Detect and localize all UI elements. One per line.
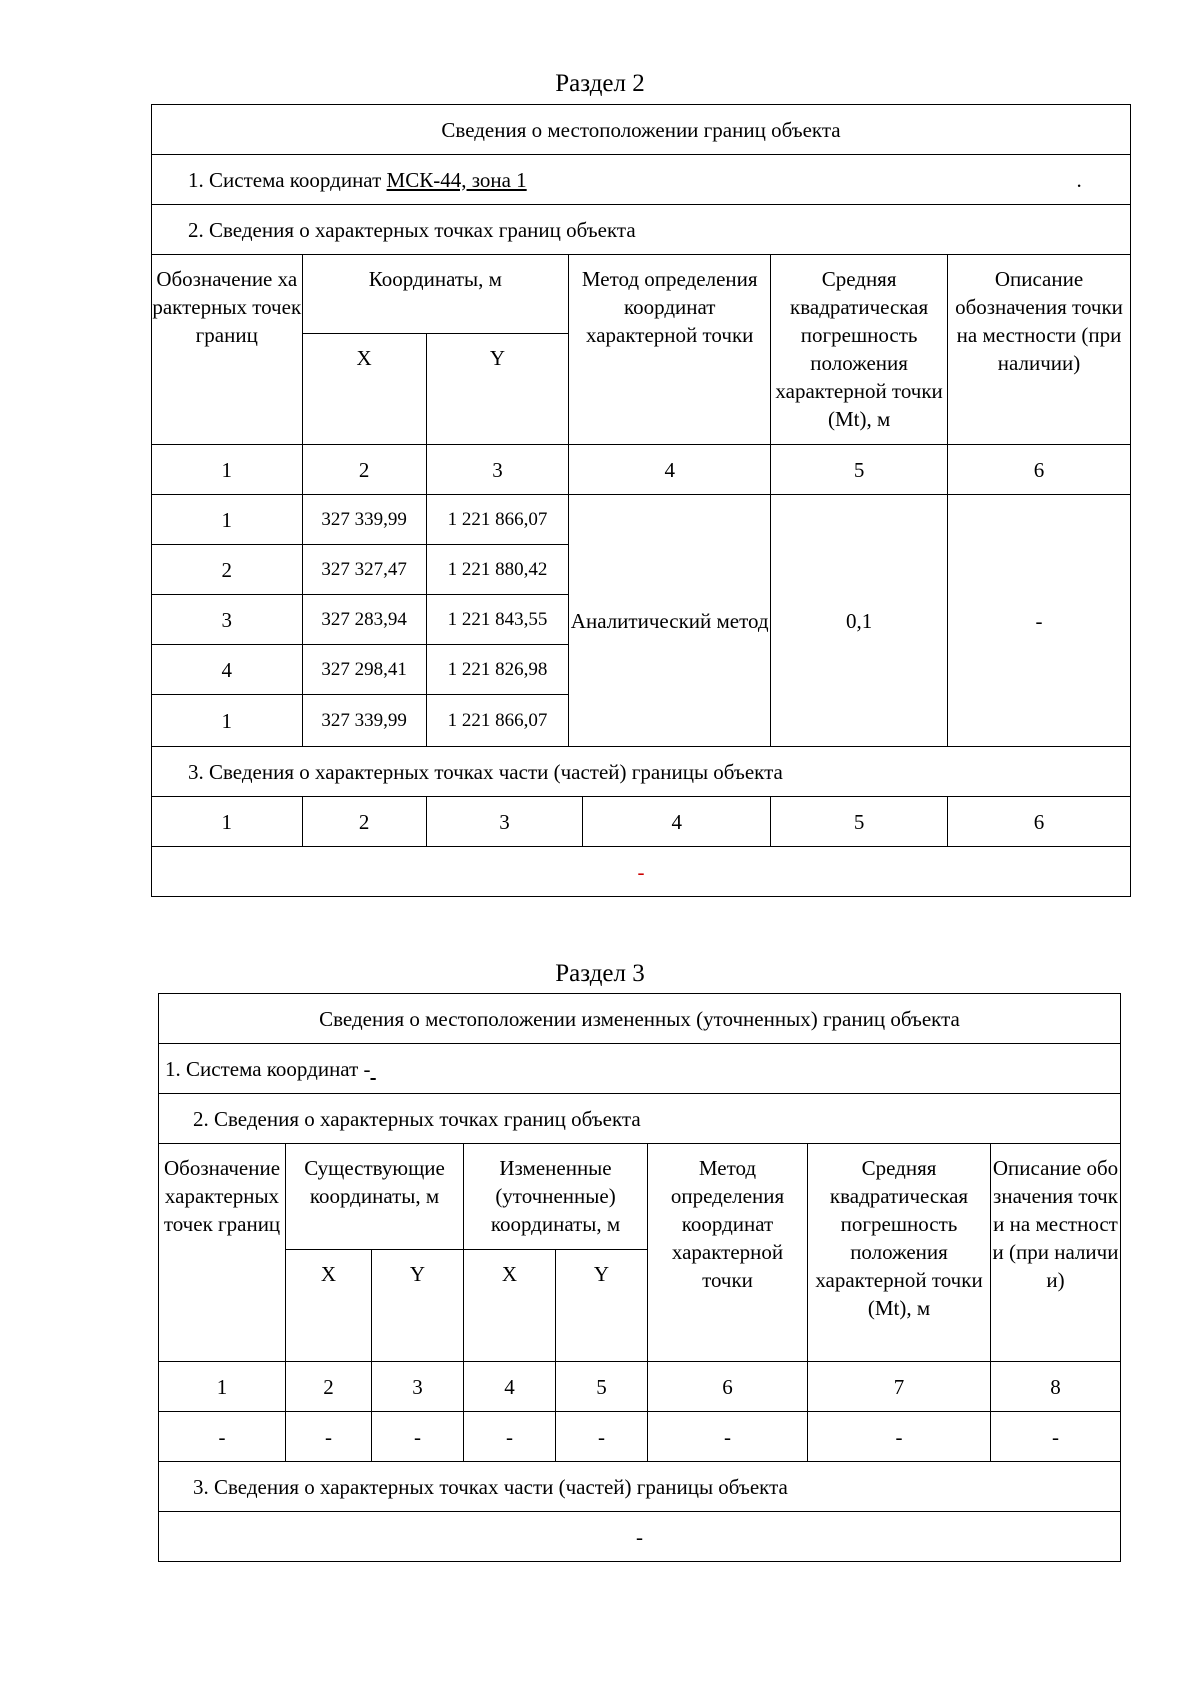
coord-system-end: . (1076, 167, 1082, 192)
point-y: 1 221 866,07 (426, 495, 568, 545)
point-x: 327 339,99 (302, 695, 426, 747)
header-y-changed: Y (556, 1250, 648, 1362)
header-description: Описание обозначения точки на местности (при наличии) (991, 1144, 1121, 1362)
col-number: 3 (426, 445, 568, 495)
section2-coord-system (152, 155, 1131, 205)
header-changed-coords: Измененные (уточненные) координаты, м (464, 1144, 648, 1250)
cell-value: - (372, 1412, 464, 1462)
section3-coord-system (159, 1044, 1121, 1094)
coord-system-value: МСК-44, зона 1 (386, 167, 527, 192)
header-error: Средняя квадратическая погрешность положения характерной точки (Mt), м (771, 255, 948, 445)
col-number: 2 (286, 1362, 372, 1412)
table-row (152, 495, 1131, 545)
header-x: X (302, 334, 426, 445)
section2-heading: Сведения о местоположении границ объекта (152, 105, 1131, 155)
parts-col-number: 3 (426, 797, 583, 847)
coord-system-label: 1. Система координат - (165, 1056, 371, 1081)
header-x-changed: X (464, 1250, 556, 1362)
section2-table (151, 104, 1131, 897)
cell-value: - (556, 1412, 648, 1462)
parts-col-number: 1 (152, 797, 303, 847)
point-number: 1 (152, 695, 303, 747)
section3-parts-heading: 3. Сведения о характерных точках части (частей) границы объекта (159, 1462, 1121, 1512)
coord-system-label: 1. Система координат (188, 167, 382, 192)
col-number: 1 (159, 1362, 286, 1412)
parts-col-number: 6 (948, 797, 1131, 847)
col-number: 6 (948, 445, 1131, 495)
point-x: 327 327,47 (302, 545, 426, 595)
point-y: 1 221 866,07 (426, 695, 568, 747)
parts-value: - (152, 847, 1131, 897)
point-number: 2 (152, 545, 303, 595)
section2-parts-heading: 3. Сведения о характерных точках части (частей) границы объекта (152, 747, 1131, 797)
col-number: 1 (152, 445, 303, 495)
cell-value: - (286, 1412, 372, 1462)
header-description: Описание обозначения точки на местности (при наличии) (948, 255, 1131, 445)
parts-col-number: 2 (302, 797, 426, 847)
header-y: Y (426, 334, 568, 445)
col-number: 6 (648, 1362, 808, 1412)
col-number: 4 (464, 1362, 556, 1412)
method-value: Аналитический метод (569, 495, 771, 747)
section3-title: Раздел 3 (555, 960, 645, 987)
point-number: 3 (152, 595, 303, 645)
header-y-existing: Y (372, 1250, 464, 1362)
cell-value: - (991, 1412, 1121, 1462)
cell-value: - (159, 1412, 286, 1462)
parts-col-number: 4 (583, 797, 771, 847)
table-row (159, 1412, 1121, 1462)
description-value: - (948, 495, 1131, 747)
point-x: 327 283,94 (302, 595, 426, 645)
col-number: 5 (556, 1362, 648, 1412)
col-number: 4 (569, 445, 771, 495)
col-number: 8 (991, 1362, 1121, 1412)
col-number: 2 (302, 445, 426, 495)
header-method: Метод определения координат характерной точки (569, 255, 771, 445)
parts-col-number: 5 (771, 797, 948, 847)
coord-system-blank (371, 1055, 896, 1083)
header-coordinates: Координаты, м (302, 255, 569, 334)
parts-value: - (159, 1512, 1121, 1562)
point-x: 327 339,99 (302, 495, 426, 545)
point-x: 327 298,41 (302, 645, 426, 695)
point-y: 1 221 843,55 (426, 595, 568, 645)
section3-heading: Сведения о местоположении измененных (уточненных) границ объекта (159, 994, 1121, 1044)
header-x-existing: X (286, 1250, 372, 1362)
header-existing-coords: Существующие координаты, м (286, 1144, 464, 1250)
cell-value: - (808, 1412, 991, 1462)
header-error: Средняя квадратическая погрешность положения характерной точки (Mt), м (808, 1144, 991, 1362)
point-y: 1 221 826,98 (426, 645, 568, 695)
section3-table (158, 993, 1121, 1562)
col-number: 7 (808, 1362, 991, 1412)
cell-value: - (464, 1412, 556, 1462)
section2-points-heading: 2. Сведения о характерных точках границ объекта (152, 205, 1131, 255)
error-value: 0,1 (771, 495, 948, 747)
header-method: Метод определения координат характерной точки (648, 1144, 808, 1362)
cell-value: - (648, 1412, 808, 1462)
col-number: 3 (372, 1362, 464, 1412)
section3-points-heading: 2. Сведения о характерных точках границ объекта (159, 1094, 1121, 1144)
point-number: 1 (152, 495, 303, 545)
header-designation: Обозначение характерных точек границ (152, 255, 303, 445)
point-number: 4 (152, 645, 303, 695)
col-number: 5 (771, 445, 948, 495)
point-y: 1 221 880,42 (426, 545, 568, 595)
header-designation: Обозначение характерных точек границ (159, 1144, 286, 1362)
section2-title: Раздел 2 (555, 70, 645, 97)
